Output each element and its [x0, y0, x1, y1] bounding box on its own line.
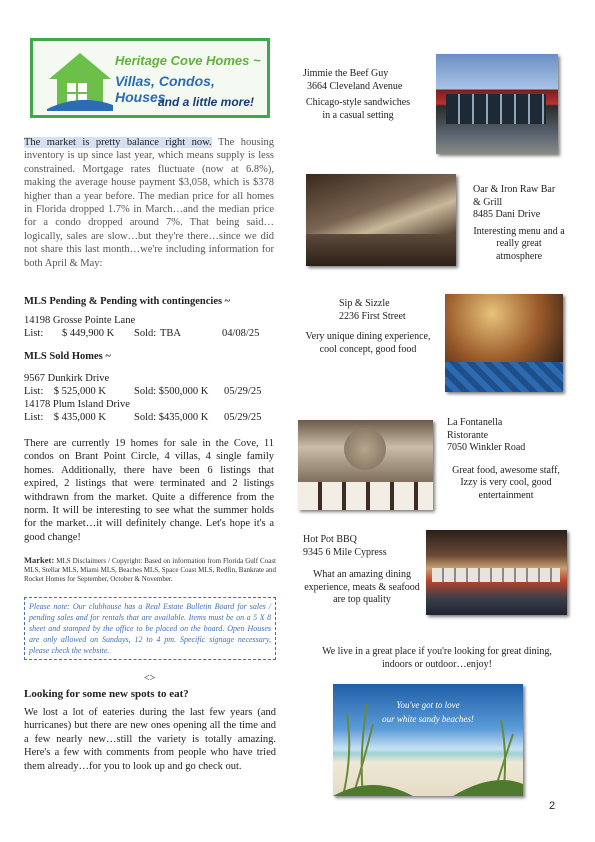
intro-rest: The housing inventory is up since last year, which means supply is less constrained. Mortgage rates fluctuate (now at 6.8%), making the average house payment $3,058, which is $378 higher than a year before. The median price for all homes in Florida dropped 1.7% in March…and the median price for a condo dropped around 7%. That being said…logically, sales are slow…but they're there…since we did not share this last month…we're including information for both April & May: [24, 137, 275, 269]
intro-highlight: The market is pretty balance right now. [24, 137, 212, 148]
dining-tables [298, 482, 433, 510]
disclaimer-label: Market: [24, 555, 55, 565]
restaurant-comment: Chicago-style sandwiches in a casual setting [305, 97, 411, 121]
logo-line3: and a little more! [158, 95, 255, 109]
sold-section [24, 351, 274, 424]
bulletin-notice: Please note: Our clubhouse has a Real Estate Bulletin Board for sales / pending sales and for rentals that are available. Items must be on a 5 X 8 sheet and stamped by the office to be placed on the board. Open Houses are only allowed on Sundays, 12 to 4 pm. Specific signage necessary, please check the website. [24, 597, 276, 660]
restaurant-card [447, 417, 565, 502]
sold-date: 05/29/25 [224, 412, 262, 423]
pending-address: 14198 Grosse Pointe Lane [24, 315, 136, 326]
restaurant-address: 2236 First Street [339, 310, 406, 322]
section-divider: <> [144, 673, 156, 684]
sold-address: 9567 Dunkirk Drive [24, 373, 110, 384]
restaurant-card [303, 534, 421, 607]
restaurant-comment: Great food, awesome staff, Izzy is very cool, good entertainment [452, 464, 560, 501]
logo [30, 38, 270, 118]
restaurant-photo [436, 54, 558, 154]
pending-row [24, 327, 274, 340]
restaurant-name: Sip & Sizzle [339, 298, 390, 309]
house-icon [47, 49, 113, 111]
sold-item [24, 398, 274, 424]
storefront-windows [446, 94, 546, 124]
restaurant-photo [306, 174, 456, 266]
beach-photo [333, 684, 523, 796]
restaurant-card [303, 68, 433, 122]
sold-item [24, 372, 274, 398]
restaurant-photo [426, 530, 567, 615]
closing-text: We live in a great place if you're looking for great dining, indoors or outdoor…enjoy! [322, 646, 552, 670]
pending-date: 04/08/25 [222, 328, 260, 339]
counter-seating [432, 568, 560, 582]
tiled-floor [445, 362, 563, 392]
logo-line1: Heritage Cove Homes ~ [115, 53, 261, 68]
pending-sold-price: TBA [160, 328, 181, 339]
pending-sold-label: Sold: [134, 328, 157, 339]
restaurant-comment: Interesting menu and a really great atmosphere [473, 225, 565, 262]
restaurant-photo [445, 294, 563, 392]
eat-paragraph: We lost a lot of eateries during the last few years (and hurricanes) but there are new ones opening all the time and a few nearly new…still the variety is totally amazing. Here's a few with comments from people who have tried them already…for you to look up and go check out. [24, 707, 276, 772]
restaurant-name: La Fontanella Ristorante [447, 417, 503, 441]
restaurant-comment: Very unique dining experience, cool concept, good food [305, 331, 431, 355]
restaurant-address: 9345 6 Mile Cypress [303, 546, 387, 558]
restaurant-address: 3664 Cleveland Avenue [307, 80, 403, 92]
logo-line2: Villas, Condos, Houses [115, 73, 215, 105]
restaurant-address: 8485 Dani Drive [473, 209, 541, 220]
disclaimer-text: MLS Disclaimers / Copyright: Based on information from Florida Gulf Coast MLS, Stellar MLS, Miami MLS, Beaches MLS, Space Coast MLS, Redfin, Bankrate and Rocket Homes for September, October & November. [24, 557, 276, 583]
summary-paragraph: There are currently 19 homes for sale in the Cove, 11 condos on Brant Point Circle, 4 villas, 4 single family homes. Additionally, there have been 6 listings that expired, 2 listings that were terminated and 2 listings withdrawn from the market. Quite a difference from the norm. It will be interesting to see what the summer holds for the market…it will definitely change. Let's hope it's a good change! [24, 438, 274, 543]
sold-list: List: $ 435,000 K [24, 412, 106, 423]
pending-heading: MLS Pending & Pending with contingencies ~ [24, 296, 231, 307]
restaurant-address: 7050 Winkler Road [447, 442, 526, 453]
pending-list-price: $ 449,900 K [62, 328, 115, 339]
restaurant-card [303, 298, 433, 356]
wall-decor [344, 428, 386, 470]
sold-address: 14178 Plum Island Drive [24, 399, 130, 410]
disclaimer [24, 556, 276, 584]
restaurant-comment: What an amazing dining experience, meats & seafood are top quality [304, 569, 420, 605]
page-number: 2 [549, 800, 556, 812]
sold-price: Sold: $500,000 K [134, 386, 209, 397]
eat-section [24, 688, 276, 773]
restaurant-name: Jimmie the Beef Guy [303, 68, 389, 79]
sold-heading: MLS Sold Homes ~ [24, 351, 111, 362]
restaurant-name: Oar & Iron Raw Bar & Grill [473, 184, 556, 208]
pending-section [24, 296, 274, 340]
restaurant-card [473, 184, 565, 263]
bar-counter [306, 234, 456, 266]
restaurant-name: Hot Pot BBQ [303, 534, 357, 545]
sold-date: 05/29/25 [224, 386, 262, 397]
intro-paragraph [24, 136, 274, 270]
eat-heading: Looking for some new spots to eat? [24, 688, 189, 700]
sold-price: Sold: $435,000 K [134, 412, 209, 423]
beach-caption-line1: You've got to love [396, 700, 460, 710]
beach-caption-line2: our white sandy beaches! [382, 714, 474, 724]
pending-list-label: List: [24, 328, 44, 339]
restaurant-photo [298, 420, 433, 510]
sold-list: List: $ 525,000 K [24, 386, 106, 397]
